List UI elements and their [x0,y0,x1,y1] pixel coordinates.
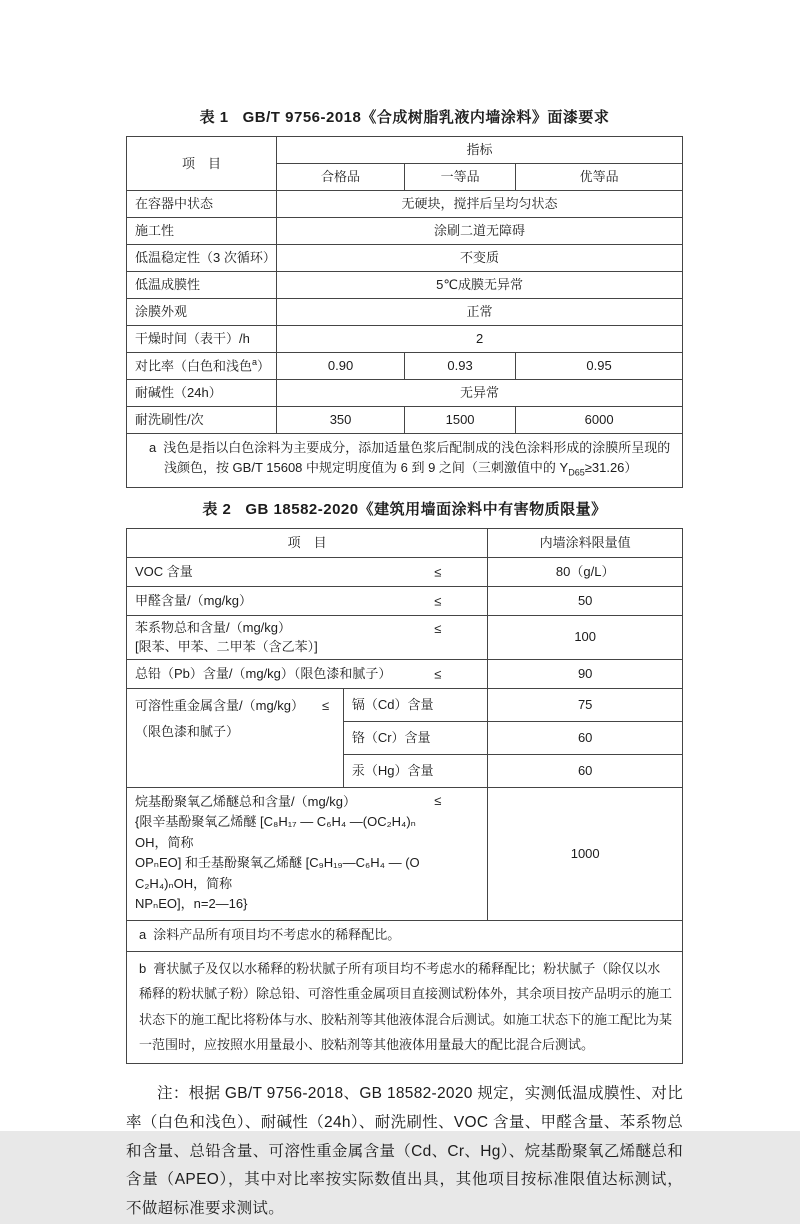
table2-header-item: 项 目 [127,528,488,557]
footnote-a-text: a 浅色是指以白色涂料为主要成分，添加适量色浆后配制成的浅色涂料形成的涂膜所呈现的浅颜色，按 GB/T 15608 中规定明度值为 6 到 9 之间（三刺激值中的 $Y_{D65}\ge 31.26$） [149,440,671,478]
table1-footnote-row [127,434,683,488]
row-value: 涂刷二道无障碍 [277,218,683,245]
table-row [127,407,683,434]
table2-footnote-row-b [127,952,683,1064]
table-row [127,688,683,721]
table-row [127,272,683,299]
row-limit-value: 75 [488,688,683,721]
table1-footnote [127,434,683,488]
table2-footnote-a: a 涂料产品所有项目均不考虑水的稀释配比。 [127,920,683,951]
row-item-label: 在容器中状态 [127,191,277,218]
table1-header-indicator: 指标 [277,137,683,164]
subrow-item-label: 汞（Hg）含量 [343,754,488,787]
le-symbol: ≤ [322,697,330,713]
row-item-label: 施工性 [127,218,277,245]
table2 [126,528,683,1065]
row-value-premium: 6000 [516,407,683,434]
table2-footnote-row-a [127,920,683,951]
table1-header-item: 项 目 [127,137,277,191]
table-row [127,299,683,326]
le-symbol: ≤ [434,792,442,808]
row-value-qualified: 350 [277,407,405,434]
table-row [127,218,683,245]
row-item-label: 低温稳定性（3 次循环） [127,245,277,272]
row-item-label: 甲醛含量/（mg/kg） ≤ [127,586,488,615]
row-item-label: 苯系物总和含量/（mg/kg） [限苯、甲苯、二甲苯（含乙苯）] ≤ [127,615,488,659]
row-item-label: VOC 含量 ≤ [127,557,488,586]
table-row [127,659,683,688]
table-row [127,326,683,353]
row-value: 无异常 [277,380,683,407]
row-item-label: 总铅（Pb）含量/（mg/kg）（限色漆和腻子） ≤ [127,659,488,688]
row-limit-value: 1000 [488,787,683,920]
apeo-label: 烷基酚聚氧乙烯醚总和含量/（mg/kg） {限辛基酚聚氧乙烯醚 [C₈H₁₇ — C₆H₄ —(OC₂H₄)ₙOH，简称 OPₙEO] 和壬基酚聚氧乙烯醚 [C₉H₁₉—C₆H₄ — (OC₂H₄)ₙOH，简称 NPₙEO]，n=2—16} ≤ [127,787,488,920]
table1-title-label: 表 1 [199,109,229,126]
row-item-label: 对比率（白色和浅色$^a$） [127,353,277,380]
le-symbol: ≤ [434,620,442,636]
subscript-d65: D65 [568,467,585,478]
table-row [127,557,683,586]
row-limit-value: 50 [488,586,683,615]
heavy-metals-label: 可溶性重金属含量/（mg/kg） ≤ （限色漆和腻子） [127,688,344,787]
row-item-label: 耐碱性（24h） [127,380,277,407]
table2-title [126,498,683,519]
row-value: 无硬块，搅拌后呈均匀状态 [277,191,683,218]
table1-grade-first: 一等品 [404,164,515,191]
row-value: 5℃成膜无异常 [277,272,683,299]
table1 [126,136,683,488]
le-symbol: ≤ [434,563,442,579]
table-row [127,586,683,615]
footnote-ref-a: a [252,357,258,368]
row-limit-value: 90 [488,659,683,688]
row-value-first: 1500 [404,407,515,434]
table1-title-text: GB/T 9756-2018《合成树脂乳液内墙涂料》面漆要求 [242,109,610,126]
table-row [127,615,683,659]
table-row [127,245,683,272]
table2-header-limit: 内墙涂料限量值 [488,528,683,557]
table-row [127,353,683,380]
table1-title [126,106,683,127]
le-symbol: ≤ [434,665,442,681]
subrow-item-label: 镉（Cd）含量 [343,688,488,721]
row-limit-value: 100 [488,615,683,659]
table2-title-text: GB 18582-2020《建筑用墙面涂料中有害物质限量》 [245,500,607,518]
table2-footnote-b: b 膏状腻子及仅以水稀释的粉状腻子所有项目均不考虑水的稀释配比；粉状腻子（除仅以水稀释的粉状腻子粉）除总铅、可溶性重金属项目直接测试粉体外，其余项目按产品明示的施工状态下的施工配比将粉体与水、胶粘剂等其他液体混合后测试。如施工状态下的施工配比为某一范围时，应按照水用量最小、胶粘剂等其他液体用量最大的配比混合后测试。 [127,952,683,1064]
row-item-label: 干燥时间（表干）/h [127,326,277,353]
row-item-label: 低温成膜性 [127,272,277,299]
table1-header-row-1 [127,137,683,164]
row-value: 不变质 [277,245,683,272]
row-value: 正常 [277,299,683,326]
row-limit-value: 80（g/L） [488,557,683,586]
row-value: 2 [277,326,683,353]
table-row [127,787,683,920]
subrow-item-label: 铬（Cr）含量 [343,721,488,754]
table-row [127,380,683,407]
row-value-premium: 0.95 [516,353,683,380]
table-row [127,191,683,218]
le-symbol: ≤ [434,592,442,608]
bottom-note: 注：根据 GB/T 9756-2018、GB 18582-2020 规定，实测低温成膜性、对比率（白色和浅色）、耐碱性（24h）、耐洗刷性、VOC 含量、甲醛含量、苯系物总和含量、总铅含量、可溶性重金属含量（Cd、Cr、Hg）、烷基酚聚氧乙烯醚总和含量（APEO），其中对比率按实际数值出具，其他项目按标准限值达标测试，不做超标准要求测试。 [126,1085,683,1218]
row-value-qualified: 0.90 [277,353,405,380]
row-limit-value: 60 [488,754,683,787]
row-value-first: 0.93 [404,353,515,380]
table1-grade-premium: 优等品 [516,164,683,191]
row-limit-value: 60 [488,721,683,754]
table2-header-row [127,528,683,557]
table2-title-label: 表 2 [202,500,232,518]
row-item-label: 涂膜外观 [127,299,277,326]
table1-grade-qualified: 合格品 [277,164,405,191]
row-item-label: 耐洗刷性/次 [127,407,277,434]
